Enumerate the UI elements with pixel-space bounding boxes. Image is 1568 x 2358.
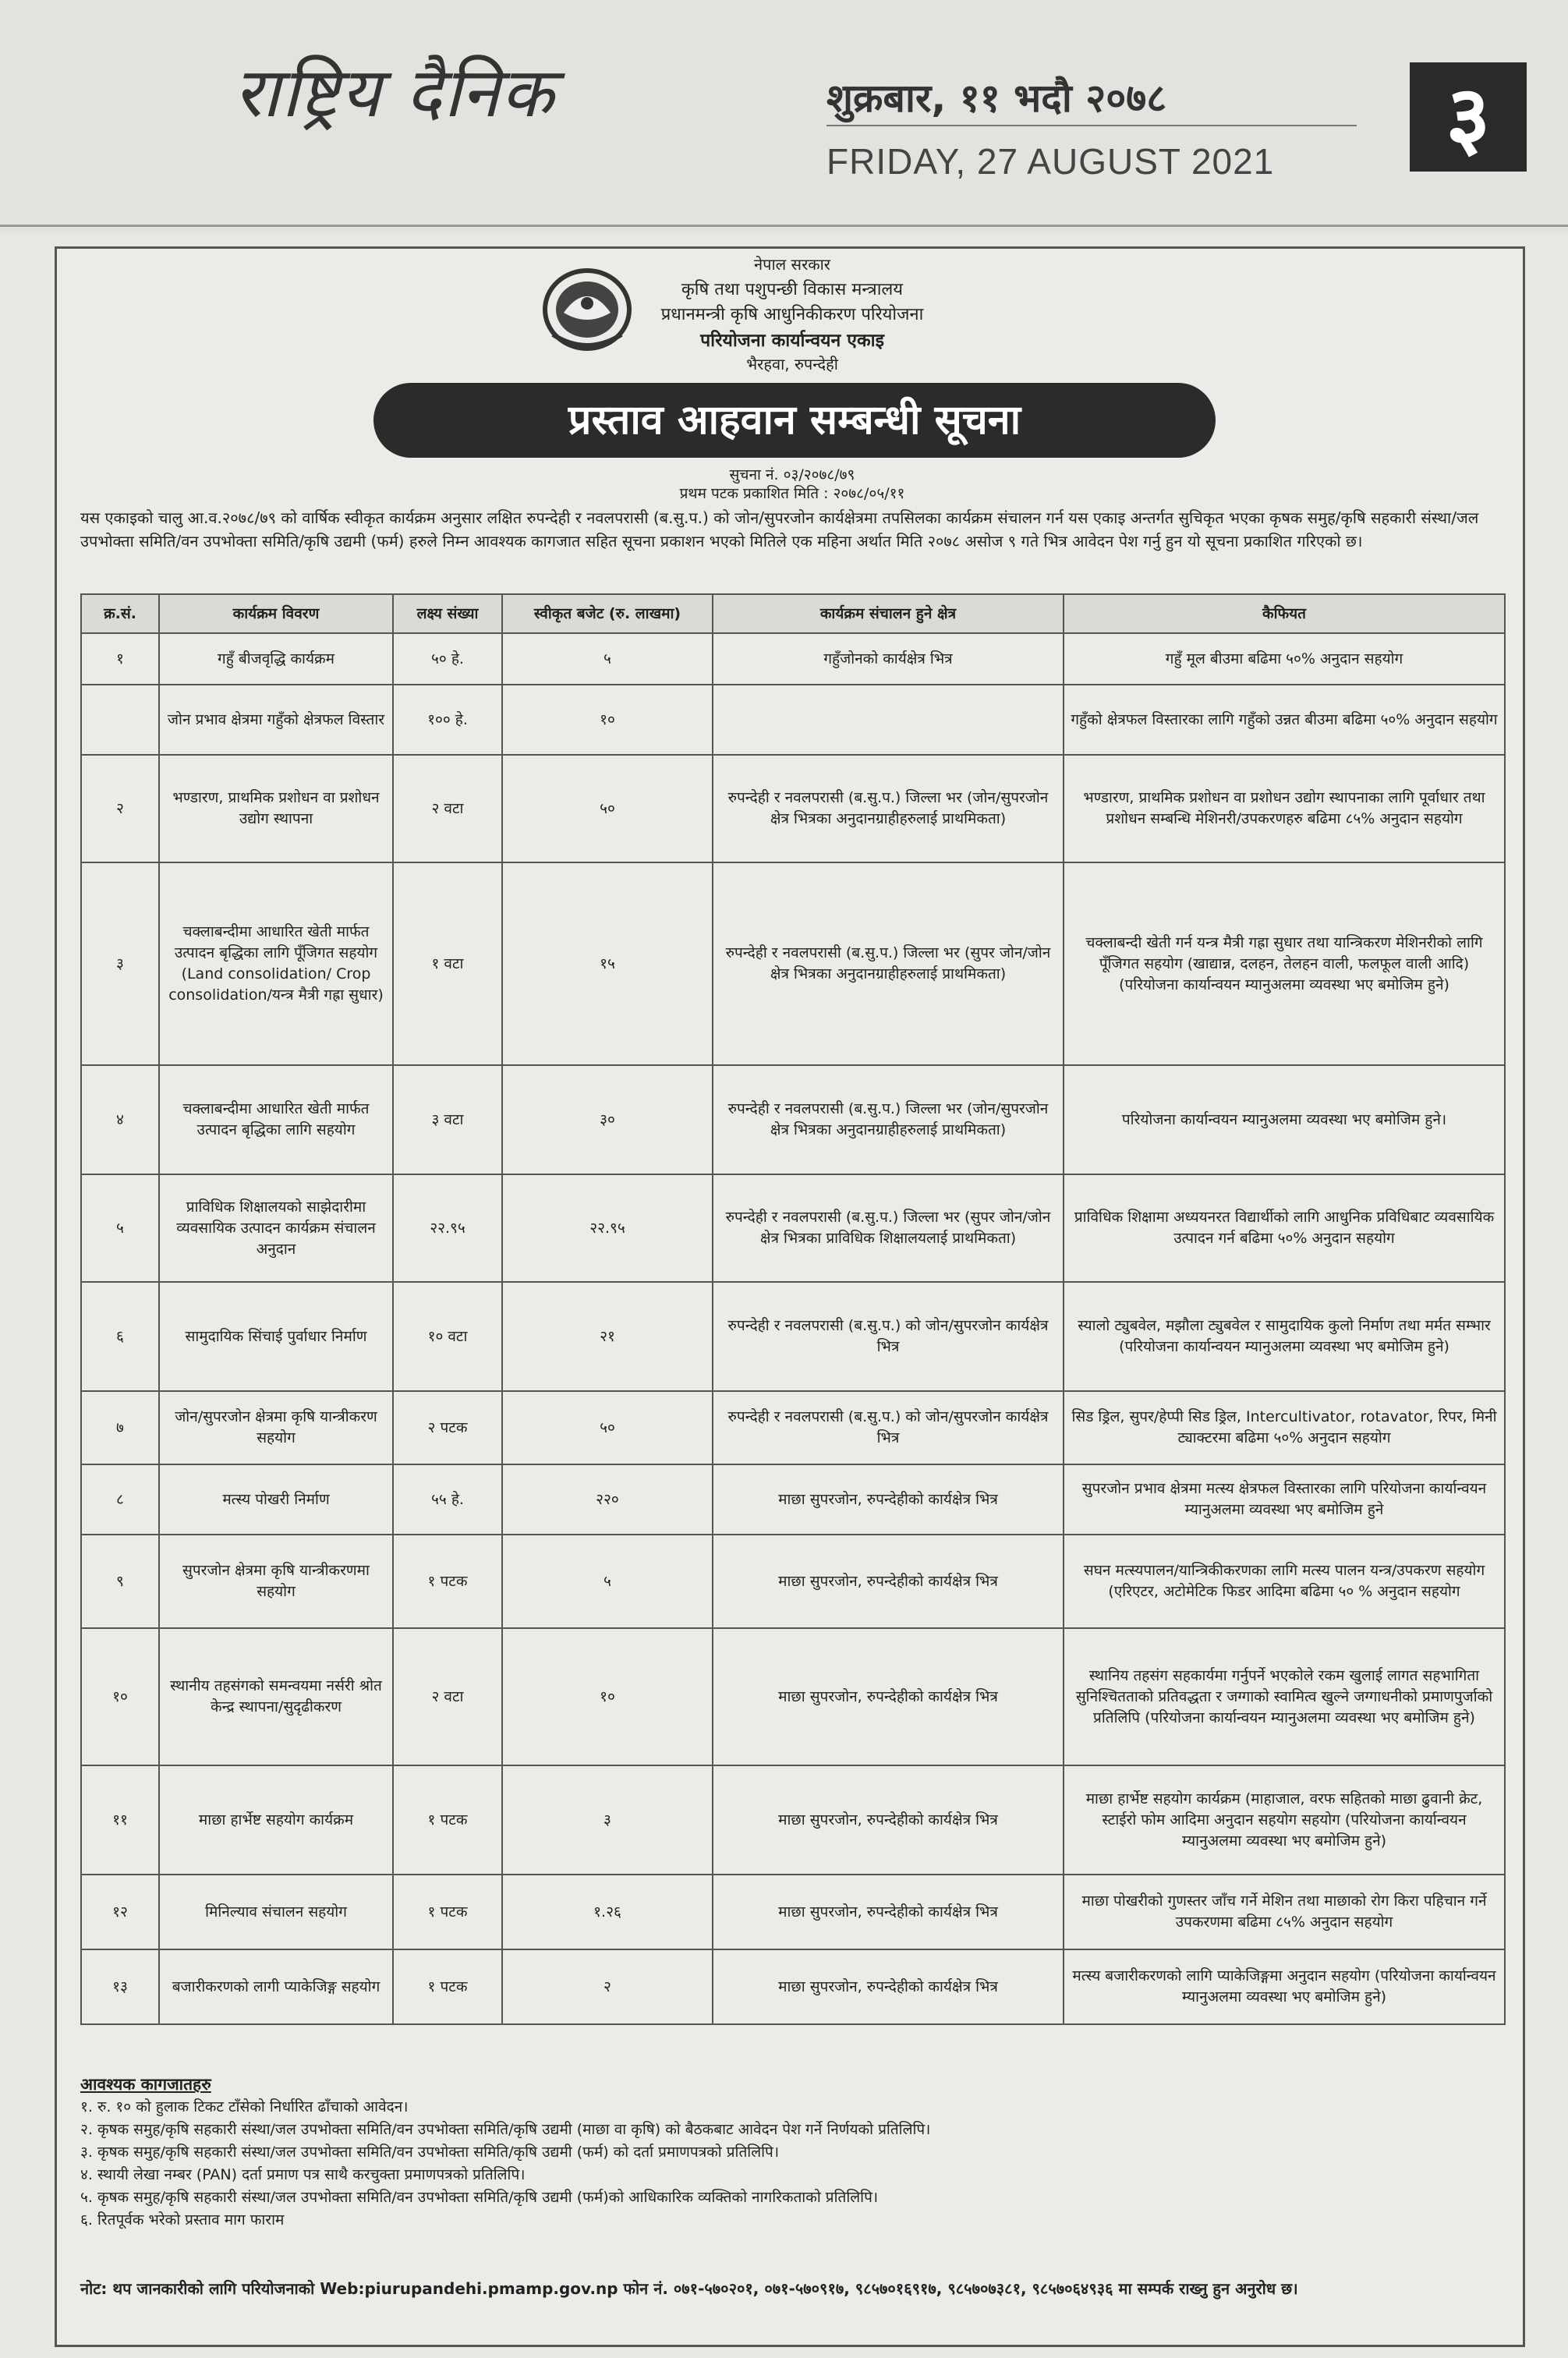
cell-target: ५५ हे. <box>393 1464 502 1535</box>
header-unit: परियोजना कार्यान्वयन एकाइ <box>700 331 884 351</box>
cell-target: १ पटक <box>393 1949 502 2024</box>
cell-program: माछा हार्भेष्ट सहयोग कार्यक्रम <box>159 1765 393 1875</box>
cell-program: स्थानीय तहसंगको समन्वयमा नर्सरी श्रोत केन्द्र स्थापना/सुदृढीकरण <box>159 1628 393 1765</box>
cell-budget: २ <box>502 1949 713 2024</box>
cell-serial: ७ <box>81 1391 159 1464</box>
table-header-row <box>81 594 1505 633</box>
document-item: २. कृषक समुह/कृषि सहकारी संस्था/जल उपभोक्ता समिति/वन उपभोक्ता समिति/कृषि उद्यमी (माछा वा कृषि) को बैठकबाट आवेदन पेश गर्ने निर्णयको प्रतिलिपि। <box>80 2121 931 2138</box>
document-item: १. रु. १० को हुलाक टिकट टाँसेको निर्धारित ढाँचाको आवेदन। <box>80 2098 409 2115</box>
cell-serial: ११ <box>81 1765 159 1875</box>
cell-budget: ५ <box>502 633 713 685</box>
cell-program: मत्स्य पोखरी निर्माण <box>159 1464 393 1535</box>
table-row <box>81 1391 1505 1464</box>
cell-area: माछा सुपरजोन, रुपन्देहीको कार्यक्षेत्र भित्र <box>713 1535 1064 1628</box>
header-ministry: कृषि तथा पशुपन्छी विकास मन्त्रालय <box>681 280 904 299</box>
cell-target: १ पटक <box>393 1765 502 1875</box>
cell-target: १ पटक <box>393 1535 502 1628</box>
page-number-badge: ३ <box>1410 62 1527 172</box>
cell-remarks: माछा पोखरीको गुणस्तर जाँच गर्ने मेशिन तथा माछाको रोग किरा पहिचान गर्ने उपकरणमा बढिमा ८५% अनुदान सहयोग <box>1064 1875 1505 1949</box>
col-serial: क्र.सं. <box>81 594 159 633</box>
cell-remarks: सघन मत्स्यपालन/यान्त्रिकीकरणका लागि मत्स्य पालन यन्त्र/उपकरण सहयोग (एरिएटर, अटोमेटिक फिडर आदिमा बढिमा ५० % अनुदान सहयोग <box>1064 1535 1505 1628</box>
cell-program: चक्लाबन्दीमा आधारित खेती मार्फत उत्पादन बृद्धिका लागि सहयोग <box>159 1065 393 1174</box>
cell-area: रुपन्देही र नवलपरासी (ब.सु.प.) जिल्ला भर (सुपर जोन/जोन क्षेत्र भित्रका अनुदानग्राहीहरुलाई प्राथमिकता) <box>713 862 1064 1065</box>
table-row <box>81 1535 1505 1628</box>
cell-budget: १.२६ <box>502 1875 713 1949</box>
cell-serial: ८ <box>81 1464 159 1535</box>
public-notice <box>55 246 1525 2347</box>
col-budget: स्वीकृत बजेट (रु. लाखमा) <box>502 594 713 633</box>
cell-area: रुपन्देही र नवलपरासी (ब.सु.प.) जिल्ला भर (सुपर जोन/जोन क्षेत्र भित्रका प्राविधिक शिक्षालयलाई प्राथमिकता) <box>713 1174 1064 1282</box>
table-row <box>81 862 1505 1065</box>
cell-serial <box>81 685 159 755</box>
table-row <box>81 685 1505 755</box>
col-area: कार्यक्रम संचालन हुने क्षेत्र <box>713 594 1064 633</box>
cell-serial: १२ <box>81 1875 159 1949</box>
cell-budget: १० <box>502 685 713 755</box>
table-row <box>81 755 1505 862</box>
cell-serial: ९ <box>81 1535 159 1628</box>
cell-budget: २१ <box>502 1282 713 1391</box>
header-government: नेपाल सरकार <box>754 255 830 274</box>
cell-area: रुपन्देही र नवलपरासी (ब.सु.प.) को जोन/सुपरजोन कार्यक्षेत्र भित्र <box>713 1282 1064 1391</box>
col-target: लक्ष्य संख्या <box>393 594 502 633</box>
cell-program: सामुदायिक सिंचाई पुर्वाधार निर्माण <box>159 1282 393 1391</box>
required-documents <box>80 2073 1504 2232</box>
table-row <box>81 1765 1505 1875</box>
table-row <box>81 1464 1505 1535</box>
header-project: प्रधानमन्त्री कृषि आधुनिकीकरण परियोजना <box>660 305 924 324</box>
table-row <box>81 1065 1505 1174</box>
cell-area <box>713 685 1064 755</box>
cell-area: रुपन्देही र नवलपरासी (ब.सु.प.) जिल्ला भर (जोन/सुपरजोन क्षेत्र भित्रका अनुदानग्राहीहरुलाई प्राथमिकता) <box>713 1065 1064 1174</box>
cell-target: ५० हे. <box>393 633 502 685</box>
cell-serial: १ <box>81 633 159 685</box>
cell-serial: १० <box>81 1628 159 1765</box>
cell-serial: ४ <box>81 1065 159 1174</box>
cell-program: भण्डारण, प्राथमिक प्रशोधन वा प्रशोधन उद्योग स्थापना <box>159 755 393 862</box>
date-divider <box>826 125 1357 126</box>
col-remarks: कैफियत <box>1064 594 1505 633</box>
cell-target: १ पटक <box>393 1875 502 1949</box>
cell-program: जोन/सुपरजोन क्षेत्रमा कृषि यान्त्रीकरण सहयोग <box>159 1391 393 1464</box>
program-table <box>80 593 1506 2025</box>
cell-remarks: परियोजना कार्यान्वयन म्यानुअलमा व्यवस्था भए बमोजिम हुने। <box>1064 1065 1505 1174</box>
cell-remarks: प्राविधिक शिक्षामा अध्ययनरत विद्यार्थीको लागि आधुनिक प्रविधिबाट व्यवसायिक उत्पादन गर्न बढिमा ५०% अनुदान सहयोग <box>1064 1174 1505 1282</box>
required-documents-title: आवश्यक कागजातहरु <box>80 2075 211 2094</box>
cell-program: बजारीकरणको लागी प्याकेजिङ्ग सहयोग <box>159 1949 393 2024</box>
document-item: ६. रितपूर्वक भरेको प्रस्ताव माग फाराम <box>80 2211 285 2229</box>
cell-program: मिनिल्याव संचालन सहयोग <box>159 1875 393 1949</box>
cell-target: १० वटा <box>393 1282 502 1391</box>
cell-budget: ३ <box>502 1765 713 1875</box>
table-row <box>81 1628 1505 1765</box>
cell-program: चक्लाबन्दीमा आधारित खेती मार्फत उत्पादन बृद्धिका लागि पूँजिगत सहयोग (Land consolidation/ Crop consolidation/यन्त्र मैत्री गह्रा सुधार) <box>159 862 393 1065</box>
document-item: ५. कृषक समुह/कृषि सहकारी संस्था/जल उपभोक्ता समिति/वन उपभोक्ता समिति/कृषि उद्यमी (फर्म)को आधिकारिक व्यक्तिको नागरिकताको प्रतिलिपि। <box>80 2189 879 2206</box>
cell-program: गहुँ बीजवृद्धि कार्यक्रम <box>159 633 393 685</box>
col-program: कार्यक्रम विवरण <box>159 594 393 633</box>
cell-target: २ वटा <box>393 755 502 862</box>
table-row <box>81 1282 1505 1391</box>
cell-target: १०० हे. <box>393 685 502 755</box>
table-row <box>81 633 1505 685</box>
cell-remarks: माछा हार्भेष्ट सहयोग कार्यक्रम (माहाजाल, वरफ सहितको माछा ढुवानी क्रेट, स्टाईरो फोम आदिमा अनुदान सहयोग सहयोग (परियोजना कार्यान्वयन म्यानुअलमा व्यवस्था भए बमोजिम हुने) <box>1064 1765 1505 1875</box>
first-published-date: प्रथम पटक प्रकाशित मिति : २०७८/०५/११ <box>679 485 905 502</box>
cell-budget: १० <box>502 1628 713 1765</box>
cell-remarks: स्यालो ट्युबवेल, मझौला ट्युबवेल र सामुदायिक कुलो निर्माण तथा मर्मत सम्भार (परियोजना कार्यान्वयन म्यानुअलमा व्यवस्था भए बमोजिम हुने) <box>1064 1282 1505 1391</box>
cell-budget: २२.९५ <box>502 1174 713 1282</box>
cell-budget: २२० <box>502 1464 713 1535</box>
newspaper-masthead <box>0 0 1568 234</box>
newspaper-name: राष्ट्रिय दैनिक <box>234 52 555 133</box>
cell-remarks: भण्डारण, प्राथमिक प्रशोधन वा प्रशोधन उद्योग स्थापनाका लागि पूर्वाधार तथा प्रशोधन सम्बन्धि मेशिनरी/उपकरणहरु बढिमा ८५% अनुदान सहयोग <box>1064 755 1505 862</box>
intro-paragraph: यस एकाइको चालु आ.व.२०७८/७९ को वार्षिक स्वीकृत कार्यक्रम अनुसार लक्षित रुपन्देही र नवलपरासी (ब.सु.प.) को जोन/सुपरजोन कार्यक्षेत्रमा तपसिलका कार्यक्रम संचालन गर्न यस एकाइ अन्तर्गत सुचिकृत भएका कृषक समुह/कृषि सहकारी संस्था/जल उपभोक्ता समिति/वन उपभोक्ता समिति/कृषि उद्यमी (फर्म) हरुले निम्न आवश्यक कागजात सहित सूचना प्रकाशन भएको मितिले एक महिना अर्थात मिति २०७८ असोज ९ गते भित्र आवेदन पेश गर्नु हुन यो सूचना प्रकाशित गरिएको छ। <box>80 508 1479 551</box>
date-nepali: शुक्रबार, ११ भदौ २०७८ <box>826 76 1167 121</box>
cell-area: माछा सुपरजोन, रुपन्देहीको कार्यक्षेत्र भित्र <box>713 1464 1064 1535</box>
cell-area: माछा सुपरजोन, रुपन्देहीको कार्यक्षेत्र भित्र <box>713 1875 1064 1949</box>
date-english: FRIDAY, 27 AUGUST 2021 <box>826 141 1275 182</box>
cell-remarks: गहुँको क्षेत्रफल विस्तारका लागि गहुँको उन्नत बीउमा बढिमा ५०% अनुदान सहयोग <box>1064 685 1505 755</box>
cell-target: २२.९५ <box>393 1174 502 1282</box>
document-item: ३. कृषक समुह/कृषि सहकारी संस्था/जल उपभोक्ता समिति/वन उपभोक्ता समिति/कृषि उद्यमी (फर्म) को दर्ता प्रमाणपत्रको प्रतिलिपि। <box>80 2144 780 2161</box>
cell-budget: ५० <box>502 755 713 862</box>
cell-remarks: सुपरजोन प्रभाव क्षेत्रमा मत्स्य क्षेत्रफल विस्तारका लागि परियोजना कार्यान्वयन म्यानुअलमा व्यवस्था भए बमोजिम हुने <box>1064 1464 1505 1535</box>
cell-serial: ६ <box>81 1282 159 1391</box>
cell-serial: २ <box>81 755 159 862</box>
cell-remarks: गहुँ मूल बीउमा बढिमा ५०% अनुदान सहयोग <box>1064 633 1505 685</box>
cell-remarks: मत्स्य बजारीकरणको लागि प्याकेजिङ्गमा अनुदान सहयोग (परियोजना कार्यान्वयन म्यानुअलमा व्यवस्था भए बमोजिम हुने) <box>1064 1949 1505 2024</box>
cell-area: माछा सुपरजोन, रुपन्देहीको कार्यक्षेत्र भित्र <box>713 1949 1064 2024</box>
cell-serial: ५ <box>81 1174 159 1282</box>
cell-remarks: सिड ड्रिल, सुपर/हेप्पी सिड ड्रिल, Intercultivator, rotavator, रिपर, मिनी ट्याक्टरमा बढिमा ५०% अनुदान सहयोग <box>1064 1391 1505 1464</box>
cell-target: २ वटा <box>393 1628 502 1765</box>
contact-note: नोट: थप जानकारीको लागि परियोजनाको Web:piurupandehi.pmamp.gov.np फोन नं. ०७१-५७०२०१, ०७१-५७०९१७, ९८५७०१६९१७, ९८५७०७३८१, ९८५७०६४९३६ मा सम्पर्क राख्नु हुन अनुरोध छ। <box>80 2279 1298 2298</box>
cell-serial: ३ <box>81 862 159 1065</box>
cell-budget: १५ <box>502 862 713 1065</box>
cell-remarks: स्थानिय तहसंग सहकार्यमा गर्नुपर्ने भएकोले रकम खुलाई लागत सहभागिता सुनिश्चितताको प्रतिवद्धता र जग्गाको स्वामित्व खुल्ने जग्गाधनीको प्रमाणपुर्जाको प्रतिलिपि (परियोजना कार्यान्वयन म्यानुअलमा व्यवस्था भए बमोजिम हुने) <box>1064 1628 1505 1765</box>
masthead-divider <box>0 225 1568 227</box>
cell-area: माछा सुपरजोन, रुपन्देहीको कार्यक्षेत्र भित्र <box>713 1628 1064 1765</box>
cell-program: जोन प्रभाव क्षेत्रमा गहुँको क्षेत्रफल विस्तार <box>159 685 393 755</box>
table-row <box>81 1875 1505 1949</box>
cell-area: रुपन्देही र नवलपरासी (ब.सु.प.) को जोन/सुपरजोन कार्यक्षेत्र भित्र <box>713 1391 1064 1464</box>
cell-area: रुपन्देही र नवलपरासी (ब.सु.प.) जिल्ला भर (जोन/सुपरजोन क्षेत्र भित्रका अनुदानग्राहीहरुलाई प्राथमिकता) <box>713 755 1064 862</box>
cell-serial: १३ <box>81 1949 159 2024</box>
cell-remarks: चक्लाबन्दी खेती गर्न यन्त्र मैत्री गह्रा सुधार तथा यान्त्रिकरण मेशिनरीको लागि पूँजिगत सहयोग (खाद्यान्न, दलहन, तेलहन वाली, फलफूल वाली आदि) (परियोजना कार्यान्वयन म्यानुअलमा व्यवस्था भए बमोजिम हुने) <box>1064 862 1505 1065</box>
header-location: भैरहवा, रुपन्देही <box>746 355 838 374</box>
notice-title: प्रस्ताव आहवान सम्बन्धी सूचना <box>373 383 1216 458</box>
document-item: ४. स्थायी लेखा नम्बर (PAN) दर्ता प्रमाण पत्र साथै करचुक्ता प्रमाणपत्रको प्रतिलिपि। <box>80 2166 526 2183</box>
cell-area: गहुँजोनको कार्यक्षेत्र भित्र <box>713 633 1064 685</box>
cell-budget: ५ <box>502 1535 713 1628</box>
cell-budget: ३० <box>502 1065 713 1174</box>
cell-program: सुपरजोन क्षेत्रमा कृषि यान्त्रीकरणमा सहयोग <box>159 1535 393 1628</box>
cell-target: २ पटक <box>393 1391 502 1464</box>
cell-target: १ वटा <box>393 862 502 1065</box>
cell-budget: ५० <box>502 1391 713 1464</box>
table-row <box>81 1949 1505 2024</box>
cell-target: ३ वटा <box>393 1065 502 1174</box>
table-row <box>81 1174 1505 1282</box>
cell-program: प्राविधिक शिक्षालयको साझेदारीमा व्यवसायिक उत्पादन कार्यक्रम संचालन अनुदान <box>159 1174 393 1282</box>
cell-area: माछा सुपरजोन, रुपन्देहीको कार्यक्षेत्र भित्र <box>713 1765 1064 1875</box>
notice-number: सुचना नं. ०३/२०७८/७९ <box>729 466 855 483</box>
